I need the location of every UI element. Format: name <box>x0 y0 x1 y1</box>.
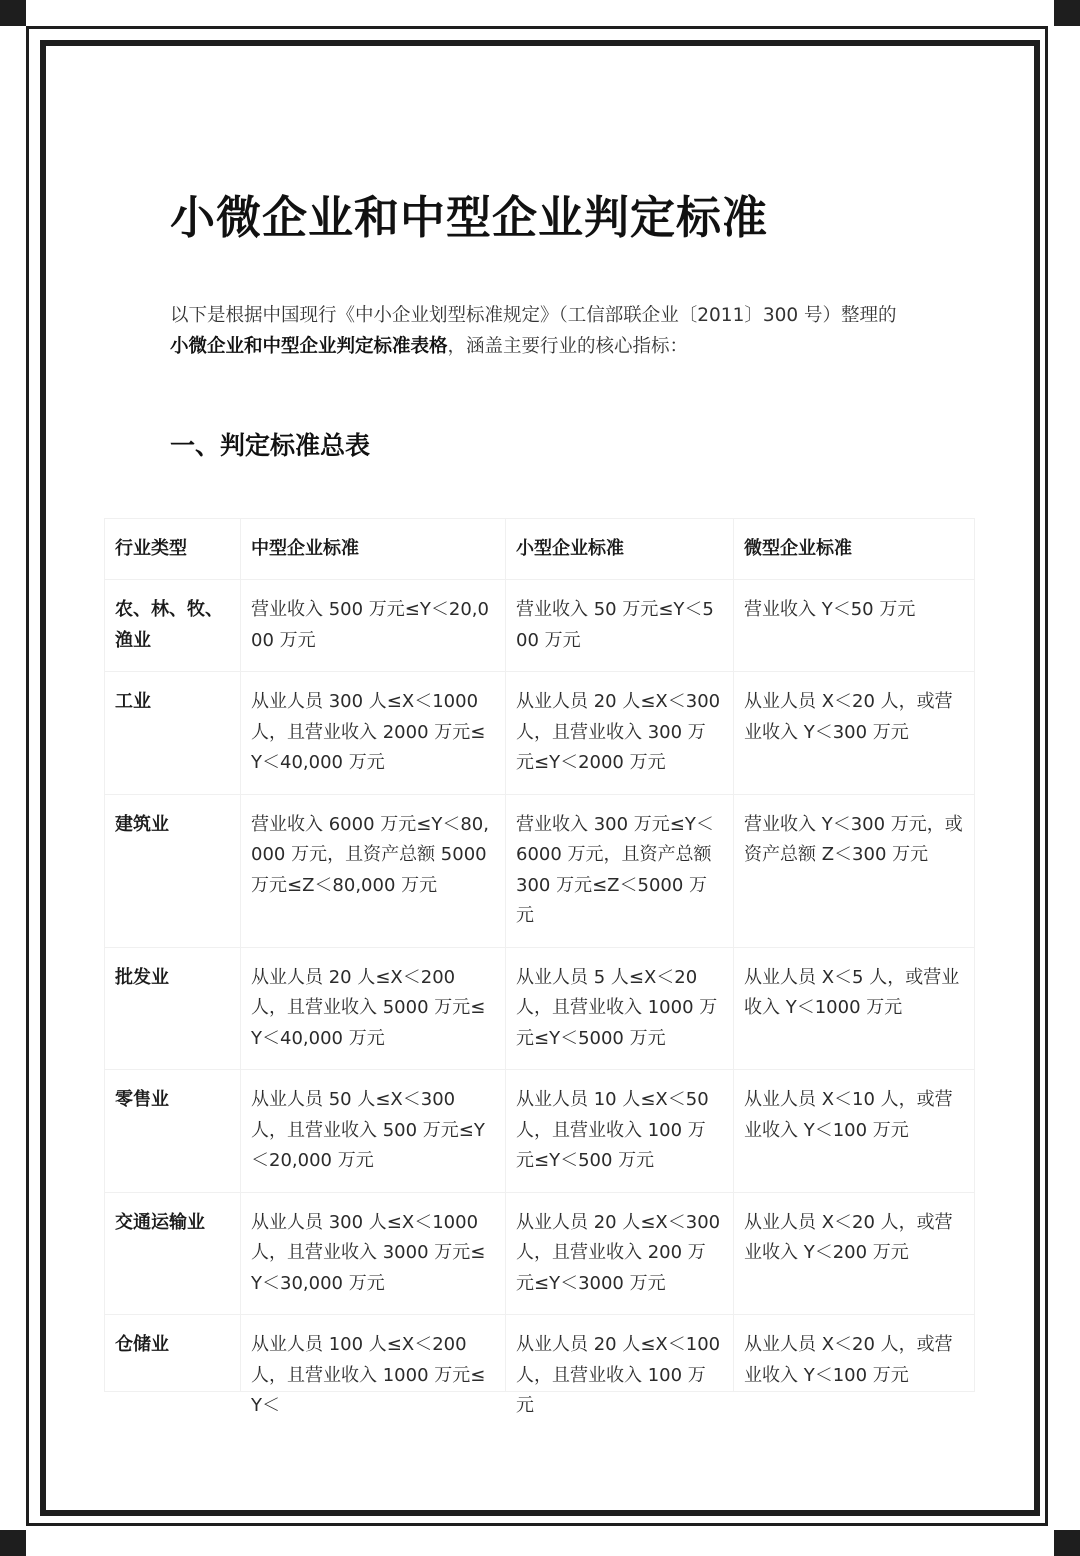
document-title: 小微企业和中型企业判定标准 <box>170 191 769 244</box>
micro-standard-cell: 从业人员 X＜10 人，或营业收入 Y＜100 万元 <box>734 1070 975 1193</box>
table-header-row <box>105 519 975 580</box>
header-small: 小型企业标准 <box>506 519 734 580</box>
corner-mark-top-right <box>1054 0 1080 26</box>
intro-rest-text: ，涵盖主要行业的核心指标： <box>447 336 689 357</box>
industry-cell: 零售业 <box>105 1070 241 1193</box>
industry-cell: 农、林、牧、渔业 <box>105 580 241 672</box>
table-row <box>105 1192 975 1315</box>
small-standard-cell <box>506 1315 734 1416</box>
small-standard-text: 从业人员 20 人≤X＜100 人，且营业收入 100 万元 <box>516 1334 721 1416</box>
micro-standard-cell: 营业收入 Y＜300 万元，或资产总额 Z＜300 万元 <box>734 794 975 947</box>
small-standard-cell: 营业收入 50 万元≤Y＜500 万元 <box>506 580 734 672</box>
small-standard-cell: 从业人员 20 人≤X＜300 人，且营业收入 200 万元≤Y＜3000 万元 <box>506 1192 734 1315</box>
table-row <box>105 947 975 1070</box>
section-title: 一、判定标准总表 <box>170 431 371 460</box>
table-row <box>105 1315 975 1392</box>
corner-mark-bottom-left <box>0 1530 26 1556</box>
micro-standard-cell <box>734 1315 975 1392</box>
medium-standard-cell: 从业人员 300 人≤X＜1000 人，且营业收入 2000 万元≤Y＜40,000 万元 <box>241 672 506 795</box>
medium-standard-cell: 营业收入 500 万元≤Y＜20,000 万元 <box>241 580 506 672</box>
standards-table <box>104 518 975 1416</box>
table-row <box>105 794 975 947</box>
industry-cell: 工业 <box>105 672 241 795</box>
industry-cell: 批发业 <box>105 947 241 1070</box>
corner-mark-top-left <box>0 0 26 26</box>
medium-standard-cell <box>241 1315 506 1416</box>
header-medium: 中型企业标准 <box>241 519 506 580</box>
medium-standard-text: 从业人员 100 人≤X＜200 人，且营业收入 1000 万元≤Y＜ <box>251 1334 486 1416</box>
micro-standard-cell: 营业收入 Y＜50 万元 <box>734 580 975 672</box>
micro-standard-text: 从业人员 X＜20 人，或营业收入 Y＜100 万元 <box>744 1334 953 1386</box>
medium-standard-cell: 从业人员 50 人≤X＜300 人，且营业收入 500 万元≤Y＜20,000 万元 <box>241 1070 506 1193</box>
industry-cell: 建筑业 <box>105 794 241 947</box>
table-row <box>105 1070 975 1193</box>
intro-paragraph <box>170 300 950 362</box>
industry-text: 仓储业 <box>115 1334 169 1355</box>
medium-standard-cell: 从业人员 300 人≤X＜1000 人，且营业收入 3000 万元≤Y＜30,000 万元 <box>241 1192 506 1315</box>
intro-text: 以下是根据中国现行《中小企业划型标准规定》（工信部联企业〔2011〕300 号）整理的 <box>170 305 897 326</box>
table-row <box>105 672 975 795</box>
micro-standard-cell: 从业人员 X＜20 人，或营业收入 Y＜300 万元 <box>734 672 975 795</box>
table-row <box>105 580 975 672</box>
small-standard-cell: 营业收入 300 万元≤Y＜6000 万元，且资产总额 300 万元≤Z＜5000 万元 <box>506 794 734 947</box>
small-standard-cell: 从业人员 5 人≤X＜20 人，且营业收入 1000 万元≤Y＜5000 万元 <box>506 947 734 1070</box>
header-micro: 微型企业标准 <box>734 519 975 580</box>
industry-cell <box>105 1315 241 1392</box>
micro-standard-cell: 从业人员 X＜20 人，或营业收入 Y＜200 万元 <box>734 1192 975 1315</box>
small-standard-cell: 从业人员 20 人≤X＜300 人，且营业收入 300 万元≤Y＜2000 万元 <box>506 672 734 795</box>
medium-standard-cell: 从业人员 20 人≤X＜200 人，且营业收入 5000 万元≤Y＜40,000 万元 <box>241 947 506 1070</box>
header-industry: 行业类型 <box>105 519 241 580</box>
micro-standard-cell: 从业人员 X＜5 人，或营业收入 Y＜1000 万元 <box>734 947 975 1070</box>
corner-mark-bottom-right <box>1054 1530 1080 1556</box>
industry-cell: 交通运输业 <box>105 1192 241 1315</box>
intro-bold-text: 小微企业和中型企业判定标准表格 <box>170 336 448 357</box>
small-standard-cell: 从业人员 10 人≤X＜50 人，且营业收入 100 万元≤Y＜500 万元 <box>506 1070 734 1193</box>
medium-standard-cell: 营业收入 6000 万元≤Y＜80,000 万元，且资产总额 5000 万元≤Z＜80,000 万元 <box>241 794 506 947</box>
